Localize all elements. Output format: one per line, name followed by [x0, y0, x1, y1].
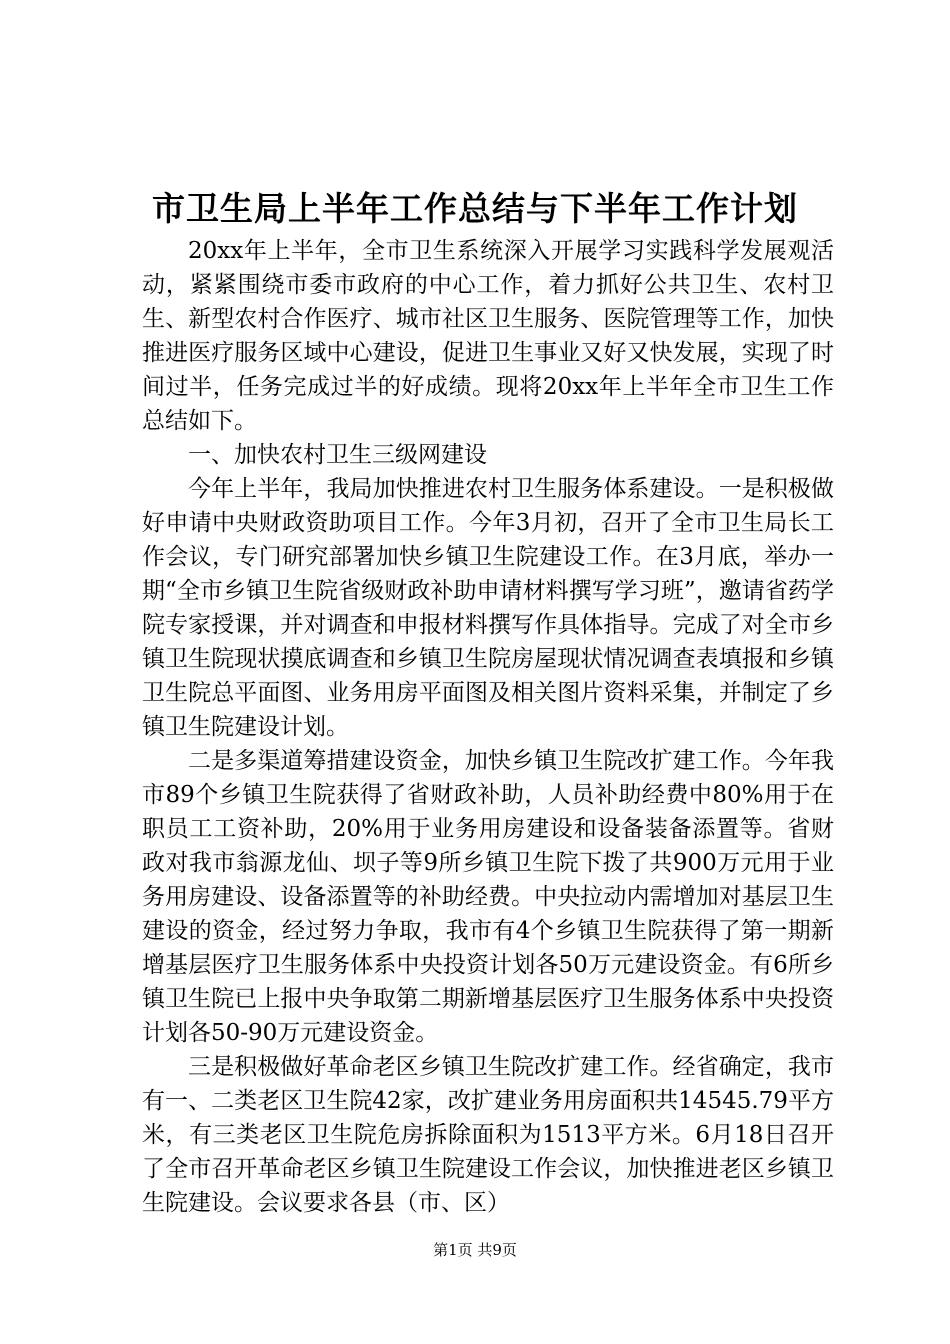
paragraph-intro: 20xx年上半年，全市卫生系统深入开展学习实践科学发展观活动，紧紧围绕市委市政府的中心工作，着力抓好公共卫生、农村卫生、新型农村合作医疗、城市社区卫生服务、医院管理等工作，加快推进医疗服务区域中心建设，促进卫生事业又好又快发展，实现了时间过半，任务完成过半的好成绩。现将20xx年上半年全市卫生工作总结如下。 — [142, 238, 834, 434]
document-title: 市卫生局上半年工作总结与下半年工作计划 — [152, 189, 798, 228]
paragraph-section-1-item-2: 二是多渠道筹措建设资金，加快乡镇卫生院改扩建工作。今年我市89个乡镇卫生院获得了省财政补助，人员补助经费中80%用于在职员工工资补助，20%用于业务用房建设和设备装备添置等。省财政对我市翁源龙仙、坝子等9所乡镇卫生院下拨了共900万元用于业务用房建设、设备添置等的补助经费。中央拉动内需增加对基层卫生建设的资金，经过努力争取，我市有4个乡镇卫生院获得了第一期新增基层医疗卫生服务体系中央投资计划各50万元建设资金。有6所乡镇卫生院已上报中央争取第二期新增基层医疗卫生服务体系中央投资计划各50-90万元建设资金。 — [142, 748, 834, 1046]
paragraph-section-1-item-1: 今年上半年，我局加快推进农村卫生服务体系建设。一是积极做好申请中央财政资助项目工作。今年3月初，召开了全市卫生局长工作会议，专门研究部署加快乡镇卫生院建设工作。在3月底，举办一期“全市乡镇卫生院省级财政补助申请材料撰写学习班”，邀请省药学院专家授课，并对调查和申报材料撰写作具体指导。完成了对全市乡镇卫生院现状摸底调查和乡镇卫生院房屋现状情况调查表填报和乡镇卫生院总平面图、业务用房平面图及相关图片资料采集，并制定了乡镇卫生院建设计划。 — [142, 476, 834, 740]
document-body — [142, 234, 834, 1220]
page-footer: 第1页 共9页 — [433, 1241, 517, 1259]
section-heading-1: 一、加快农村卫生三级网建设 — [188, 442, 487, 468]
paragraph-section-1-item-3: 三是积极做好革命老区乡镇卫生院改扩建工作。经省确定，我市有一、二类老区卫生院42家，改扩建业务用房面积共14545.79平方米，有三类老区卫生院危房拆除面积为1513平方米。6月18日召开了全市召开革命老区乡镇卫生院建设工作会议，加快推进老区乡镇卫生院建设。会议要求各县（市、区） — [142, 1054, 834, 1216]
